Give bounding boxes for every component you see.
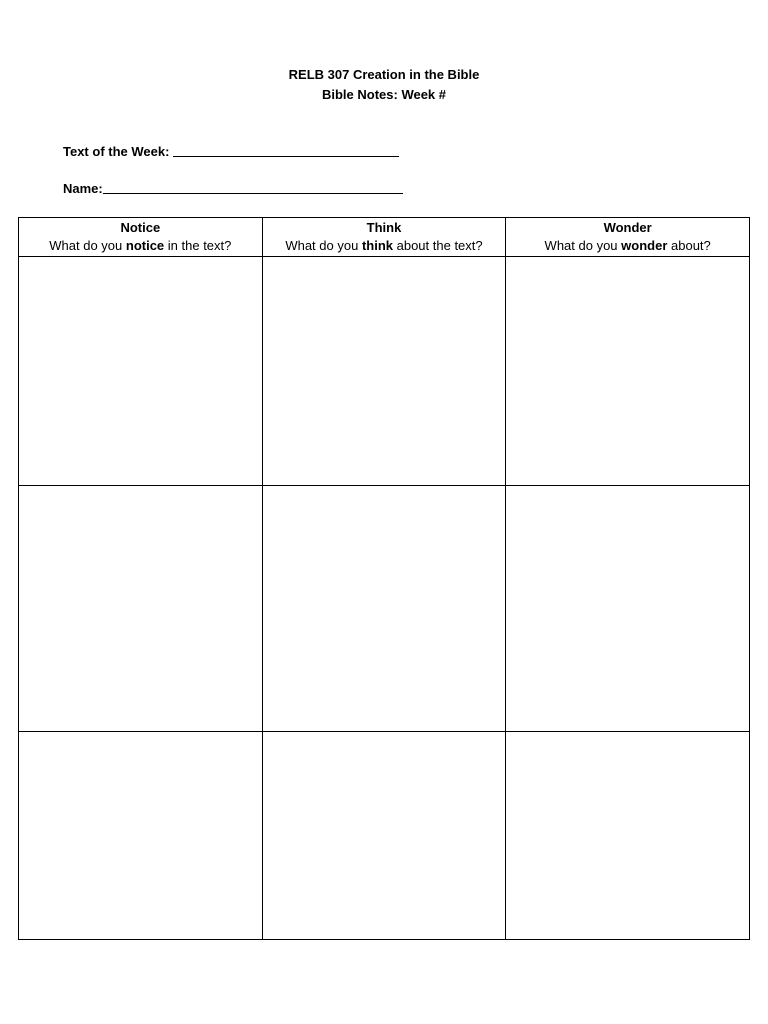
table-row: [19, 257, 750, 486]
notes-table: [18, 217, 750, 940]
prompt-keyword: notice: [125, 238, 165, 253]
prompt-after: about?: [667, 238, 711, 253]
prompt-before: What do you: [285, 238, 362, 253]
column-prompt: [263, 237, 506, 255]
table-header-row: [19, 218, 750, 257]
prompt-keyword: wonder: [621, 238, 668, 253]
name-field: [63, 180, 403, 196]
column-header-notice: [19, 218, 263, 257]
prompt-keyword: think: [361, 238, 393, 253]
text-of-week-label: Text of the Week:: [63, 144, 170, 159]
prompt-before: What do you: [544, 238, 622, 253]
column-header-think: [262, 218, 506, 257]
worksheet-subtitle: Bible Notes: Week #: [321, 87, 447, 102]
wonder-cell[interactable]: [506, 486, 750, 732]
column-prompt: [19, 237, 262, 255]
text-of-week-field: [63, 143, 399, 159]
wonder-cell[interactable]: [506, 732, 750, 940]
course-title: RELB 307 Creation in the Bible: [288, 67, 480, 82]
think-cell[interactable]: [262, 257, 506, 486]
name-label: Name:: [63, 181, 103, 196]
text-of-week-blank[interactable]: [173, 143, 399, 157]
prompt-after: about the text?: [393, 238, 483, 253]
column-prompt: [506, 237, 749, 255]
column-title: Think: [366, 220, 402, 235]
prompt-after: in the text?: [164, 238, 232, 253]
column-title: Wonder: [603, 220, 652, 235]
think-cell[interactable]: [262, 486, 506, 732]
wonder-cell[interactable]: [506, 257, 750, 486]
think-cell[interactable]: [262, 732, 506, 940]
notice-cell[interactable]: [19, 257, 263, 486]
name-blank[interactable]: [103, 180, 403, 194]
notice-cell[interactable]: [19, 732, 263, 940]
table-row: [19, 732, 750, 940]
table-row: [19, 486, 750, 732]
notice-cell[interactable]: [19, 486, 263, 732]
column-header-wonder: [506, 218, 750, 257]
prompt-before: What do you: [49, 238, 126, 253]
column-title: Notice: [120, 220, 161, 235]
